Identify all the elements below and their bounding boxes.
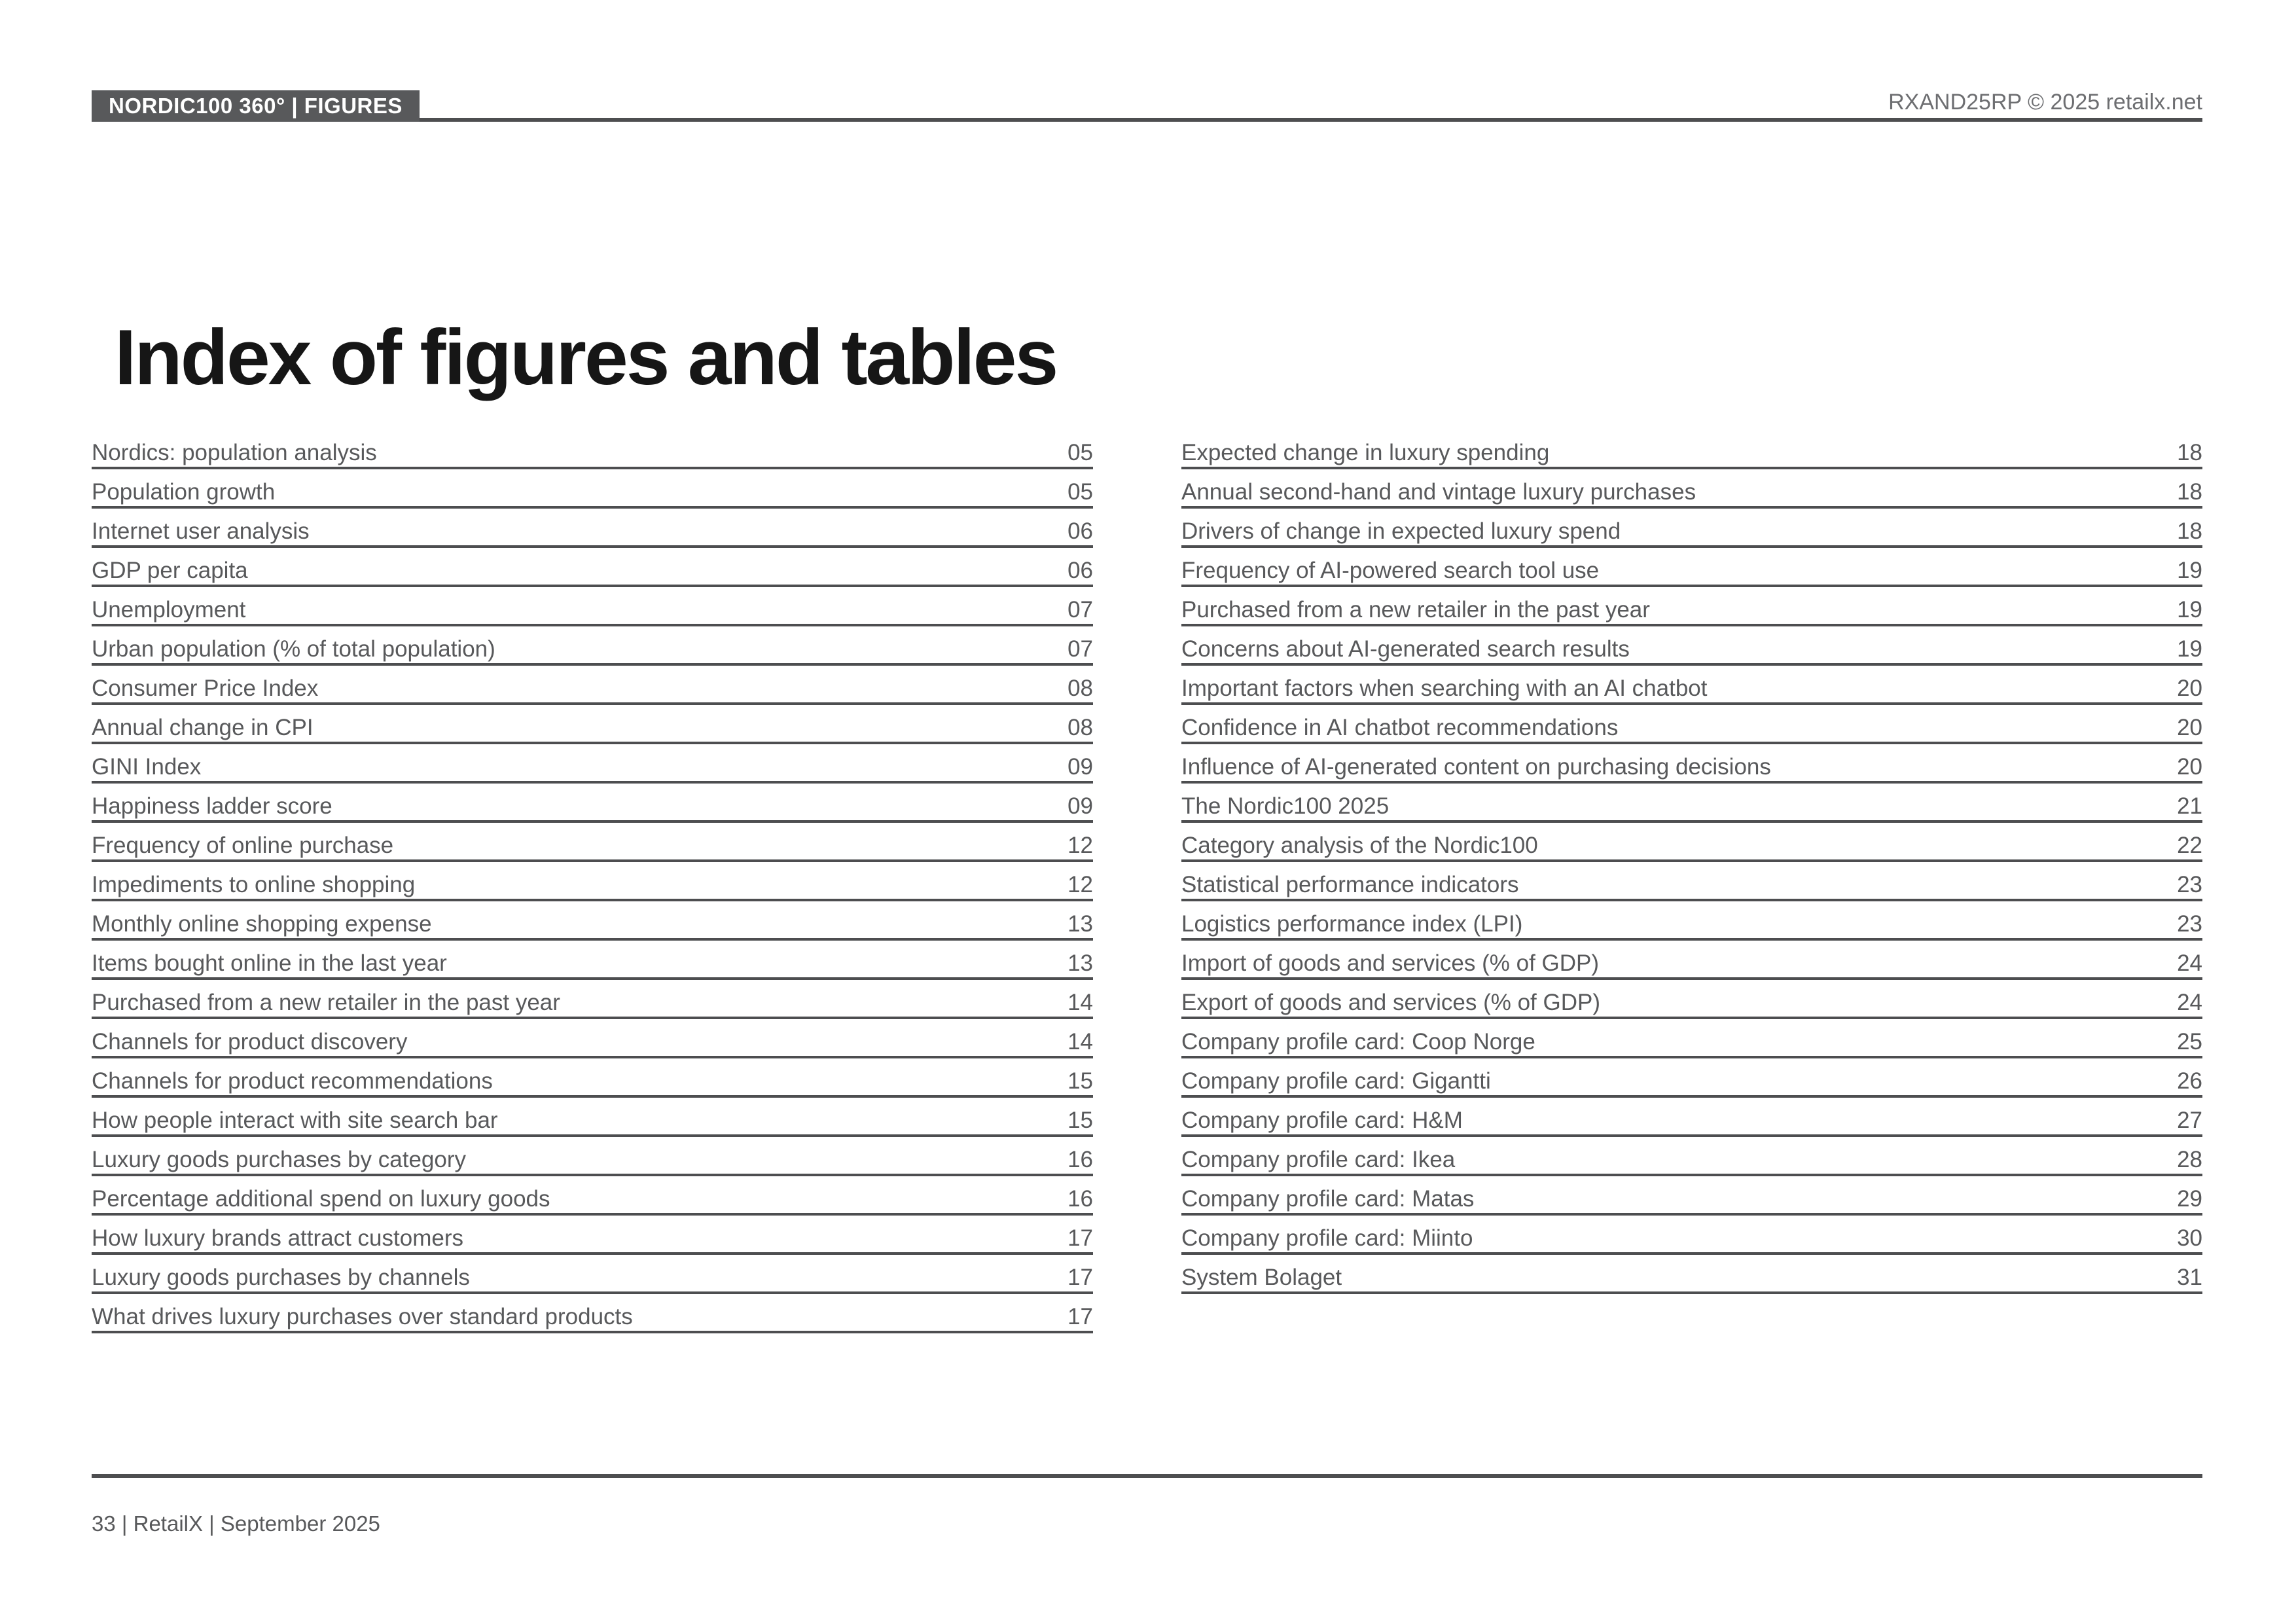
index-entry: [1181, 587, 2202, 626]
entry-label: How people interact with site search bar: [92, 1108, 498, 1133]
entry-label: Annual second-hand and vintage luxury purchases: [1181, 479, 1696, 505]
entry-page-number: 24: [2177, 990, 2202, 1015]
index-entry: [1181, 862, 2202, 901]
entry-label: Luxury goods purchases by category: [92, 1147, 466, 1172]
index-entry: [92, 744, 1093, 784]
entry-label: Company profile card: Gigantti: [1181, 1068, 1491, 1094]
entry-label: Logistics performance index (LPI): [1181, 911, 1523, 937]
index-entry: [92, 823, 1093, 862]
index-entry: [1181, 548, 2202, 587]
index-entry: [1181, 1255, 2202, 1294]
entry-page-number: 16: [1067, 1147, 1093, 1172]
index-columns: [92, 430, 2202, 1333]
entry-page-number: 18: [2177, 440, 2202, 465]
index-entry: [92, 941, 1093, 980]
entry-label: Category analysis of the Nordic100: [1181, 833, 1538, 858]
entry-page-number: 15: [1067, 1068, 1093, 1094]
entry-label: Annual change in CPI: [92, 715, 314, 740]
index-entry: [92, 587, 1093, 626]
index-entry: [92, 1137, 1093, 1176]
index-entry: [92, 509, 1093, 548]
entry-label: Nordics: population analysis: [92, 440, 377, 465]
entry-label: Internet user analysis: [92, 518, 310, 544]
index-entry: [1181, 784, 2202, 823]
entry-label: The Nordic100 2025: [1181, 793, 1390, 819]
entry-label: Frequency of online purchase: [92, 833, 394, 858]
entry-page-number: 08: [1067, 715, 1093, 740]
entry-label: Company profile card: Ikea: [1181, 1147, 1456, 1172]
entry-page-number: 06: [1067, 518, 1093, 544]
index-column-left: [92, 430, 1093, 1333]
entry-label: Statistical performance indicators: [1181, 872, 1519, 897]
entry-page-number: 20: [2177, 676, 2202, 701]
entry-label: Luxury goods purchases by channels: [92, 1265, 470, 1290]
entry-label: Urban population (% of total population): [92, 636, 495, 662]
entry-page-number: 09: [1067, 793, 1093, 819]
entry-label: Export of goods and services (% of GDP): [1181, 990, 1600, 1015]
index-entry: [92, 1058, 1093, 1098]
entry-page-number: 23: [2177, 911, 2202, 937]
index-entry: [1181, 430, 2202, 469]
section-badge: NORDIC100 360° | FIGURES: [92, 90, 420, 122]
entry-label: Monthly online shopping expense: [92, 911, 432, 937]
entry-label: How luxury brands attract customers: [92, 1225, 463, 1251]
index-entry: [92, 1216, 1093, 1255]
index-entry: [1181, 901, 2202, 941]
index-entry: [92, 980, 1093, 1019]
entry-page-number: 15: [1067, 1108, 1093, 1133]
copyright-text: RXAND25RP © 2025 retailx.net: [1888, 90, 2202, 115]
entry-page-number: 13: [1067, 950, 1093, 976]
entry-page-number: 22: [2177, 833, 2202, 858]
entry-label: Import of goods and services (% of GDP): [1181, 950, 1600, 976]
entry-page-number: 18: [2177, 518, 2202, 544]
entry-page-number: 14: [1067, 1029, 1093, 1055]
entry-label: GDP per capita: [92, 558, 248, 583]
entry-page-number: 17: [1067, 1265, 1093, 1290]
index-entry: [92, 901, 1093, 941]
index-entry: [1181, 980, 2202, 1019]
entry-page-number: 25: [2177, 1029, 2202, 1055]
entry-label: Population growth: [92, 479, 276, 505]
index-entry: [1181, 1216, 2202, 1255]
entry-label: Consumer Price Index: [92, 676, 319, 701]
entry-page-number: 28: [2177, 1147, 2202, 1172]
index-entry: [1181, 1019, 2202, 1058]
entry-label: Impediments to online shopping: [92, 872, 416, 897]
entry-page-number: 26: [2177, 1068, 2202, 1094]
entry-page-number: 13: [1067, 911, 1093, 937]
entry-label: Confidence in AI chatbot recommendations: [1181, 715, 1619, 740]
index-entry: [92, 705, 1093, 744]
index-entry: [1181, 1137, 2202, 1176]
index-entry: [92, 784, 1093, 823]
entry-page-number: 27: [2177, 1108, 2202, 1133]
index-entry: [92, 1294, 1093, 1333]
index-entry: [1181, 1058, 2202, 1098]
entry-label: Percentage additional spend on luxury goods: [92, 1186, 550, 1212]
index-entry: [1181, 744, 2202, 784]
entry-page-number: 19: [2177, 558, 2202, 583]
index-entry: [1181, 469, 2202, 509]
index-entry: [92, 1019, 1093, 1058]
index-entry: [1181, 666, 2202, 705]
index-entry: [1181, 705, 2202, 744]
entry-label: Company profile card: Matas: [1181, 1186, 1475, 1212]
entry-page-number: 07: [1067, 636, 1093, 662]
index-entry: [92, 1255, 1093, 1294]
entry-label: Items bought online in the last year: [92, 950, 447, 976]
entry-page-number: 08: [1067, 676, 1093, 701]
index-entry: [1181, 1176, 2202, 1216]
entry-label: System Bolaget: [1181, 1265, 1342, 1290]
entry-label: Happiness ladder score: [92, 793, 332, 819]
index-entry: [92, 430, 1093, 469]
entry-label: What drives luxury purchases over standard products: [92, 1304, 633, 1329]
index-entry: [92, 1176, 1093, 1216]
entry-label: Company profile card: Coop Norge: [1181, 1029, 1535, 1055]
entry-page-number: 21: [2177, 793, 2202, 819]
entry-label: Purchased from a new retailer in the past year: [92, 990, 560, 1015]
entry-label: Important factors when searching with an AI chatbot: [1181, 676, 1708, 701]
entry-label: Purchased from a new retailer in the past year: [1181, 597, 1650, 623]
entry-label: Unemployment: [92, 597, 246, 623]
entry-page-number: 30: [2177, 1225, 2202, 1251]
entry-label: Drivers of change in expected luxury spend: [1181, 518, 1621, 544]
page-title: Index of figures and tables: [115, 314, 1057, 402]
entry-page-number: 05: [1067, 479, 1093, 505]
entry-page-number: 07: [1067, 597, 1093, 623]
entry-page-number: 18: [2177, 479, 2202, 505]
entry-page-number: 19: [2177, 636, 2202, 662]
entry-page-number: 17: [1067, 1225, 1093, 1251]
index-column-right: [1181, 430, 2202, 1294]
entry-page-number: 24: [2177, 950, 2202, 976]
index-entry: [92, 862, 1093, 901]
entry-page-number: 05: [1067, 440, 1093, 465]
entry-page-number: 29: [2177, 1186, 2202, 1212]
entry-page-number: 31: [2177, 1265, 2202, 1290]
footer-rule: [92, 1474, 2202, 1478]
entry-label: Concerns about AI-generated search results: [1181, 636, 1630, 662]
entry-label: Channels for product recommendations: [92, 1068, 493, 1094]
index-entry: [1181, 823, 2202, 862]
entry-page-number: 06: [1067, 558, 1093, 583]
entry-label: Influence of AI-generated content on purchasing decisions: [1181, 754, 1771, 780]
index-entry: [92, 469, 1093, 509]
entry-page-number: 14: [1067, 990, 1093, 1015]
entry-label: GINI Index: [92, 754, 202, 780]
page-footer: 33 | RetailX | September 2025: [92, 1511, 380, 1536]
index-entry: [1181, 1098, 2202, 1137]
index-entry: [92, 548, 1093, 587]
entry-page-number: 09: [1067, 754, 1093, 780]
entry-label: Company profile card: Miinto: [1181, 1225, 1473, 1251]
entry-page-number: 20: [2177, 715, 2202, 740]
index-entry: [1181, 626, 2202, 666]
entry-page-number: 20: [2177, 754, 2202, 780]
index-entry: [92, 1098, 1093, 1137]
index-entry: [1181, 941, 2202, 980]
entry-page-number: 23: [2177, 872, 2202, 897]
index-entry: [92, 626, 1093, 666]
entry-label: Frequency of AI-powered search tool use: [1181, 558, 1600, 583]
entry-page-number: 12: [1067, 833, 1093, 858]
entry-page-number: 17: [1067, 1304, 1093, 1329]
entry-page-number: 19: [2177, 597, 2202, 623]
index-entry: [1181, 509, 2202, 548]
entry-label: Company profile card: H&M: [1181, 1108, 1463, 1133]
index-entry: [92, 666, 1093, 705]
entry-label: Expected change in luxury spending: [1181, 440, 1550, 465]
entry-page-number: 16: [1067, 1186, 1093, 1212]
entry-label: Channels for product discovery: [92, 1029, 408, 1055]
entry-page-number: 12: [1067, 872, 1093, 897]
